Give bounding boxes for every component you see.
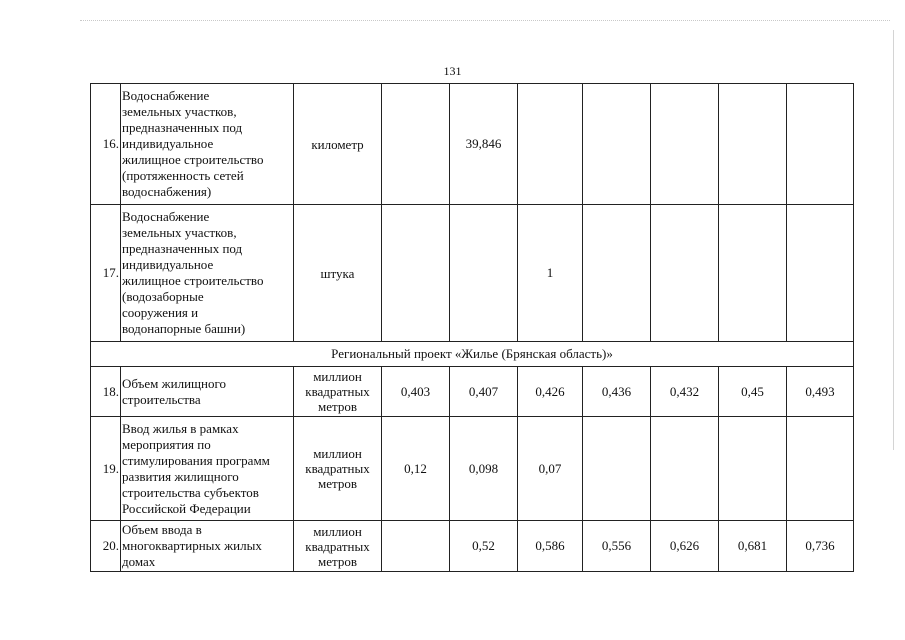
value-cell: 0,626 xyxy=(651,521,719,572)
row-number: 19. xyxy=(91,417,121,521)
value-cell: 0,12 xyxy=(382,417,450,521)
row-number: 17. xyxy=(91,205,121,342)
value-cell xyxy=(382,205,450,342)
value-cell: 0,681 xyxy=(719,521,787,572)
value-cell xyxy=(719,205,787,342)
value-cell: 0,556 xyxy=(583,521,651,572)
indicator-name: Объем ввода в многоквартирных жилых домах xyxy=(121,521,294,572)
row-number: 20. xyxy=(91,521,121,572)
indicator-name: Ввод жилья в рамках мероприятия по стимулирования программ развития жилищного строительства субъектов Российской Федерации xyxy=(121,417,294,521)
value-cell: 0,07 xyxy=(518,417,583,521)
value-cell xyxy=(651,205,719,342)
value-cell xyxy=(787,84,854,205)
value-cell xyxy=(382,521,450,572)
value-cell: 1 xyxy=(518,205,583,342)
value-cell: 0,407 xyxy=(450,367,518,417)
table-row xyxy=(91,84,854,205)
value-cell xyxy=(583,84,651,205)
value-cell xyxy=(719,84,787,205)
indicator-name: Объем жилищного строительства xyxy=(121,367,294,417)
value-cell xyxy=(651,84,719,205)
table-row xyxy=(91,521,854,572)
value-cell: 0,098 xyxy=(450,417,518,521)
value-cell: 39,846 xyxy=(450,84,518,205)
indicators-table xyxy=(90,83,854,572)
unit-of-measure: километр xyxy=(294,84,382,205)
value-cell xyxy=(787,205,854,342)
unit-of-measure: миллион квадратных метров xyxy=(294,417,382,521)
page-number: 131 xyxy=(443,64,462,78)
value-cell: 0,586 xyxy=(518,521,583,572)
value-cell xyxy=(583,205,651,342)
value-cell xyxy=(787,417,854,521)
value-cell xyxy=(518,84,583,205)
scan-edge-right xyxy=(893,30,894,450)
value-cell xyxy=(382,84,450,205)
section-row xyxy=(91,342,854,367)
value-cell: 0,52 xyxy=(450,521,518,572)
row-number: 18. xyxy=(91,367,121,417)
value-cell xyxy=(450,205,518,342)
value-cell: 0,736 xyxy=(787,521,854,572)
section-title: Региональный проект «Жилье (Брянская область)» xyxy=(91,342,854,367)
value-cell: 0,45 xyxy=(719,367,787,417)
value-cell xyxy=(651,417,719,521)
value-cell: 0,432 xyxy=(651,367,719,417)
unit-of-measure: миллион квадратных метров xyxy=(294,521,382,572)
value-cell: 0,493 xyxy=(787,367,854,417)
scan-edge-top xyxy=(80,20,890,22)
table-row xyxy=(91,205,854,342)
indicator-name: Водоснабжение земельных участков, предназначенных под индивидуальное жилищное строительство (водозаборные сооружения и водонапорные башни) xyxy=(121,205,294,342)
value-cell: 0,426 xyxy=(518,367,583,417)
value-cell xyxy=(583,417,651,521)
value-cell: 0,403 xyxy=(382,367,450,417)
unit-of-measure: миллион квадратных метров xyxy=(294,367,382,417)
table-row xyxy=(91,367,854,417)
value-cell xyxy=(719,417,787,521)
row-number: 16. xyxy=(91,84,121,205)
table-row xyxy=(91,417,854,521)
unit-of-measure: штука xyxy=(294,205,382,342)
value-cell: 0,436 xyxy=(583,367,651,417)
indicator-name: Водоснабжение земельных участков, предназначенных под индивидуальное жилищное строительство (протяженность сетей водоснабжения) xyxy=(121,84,294,205)
